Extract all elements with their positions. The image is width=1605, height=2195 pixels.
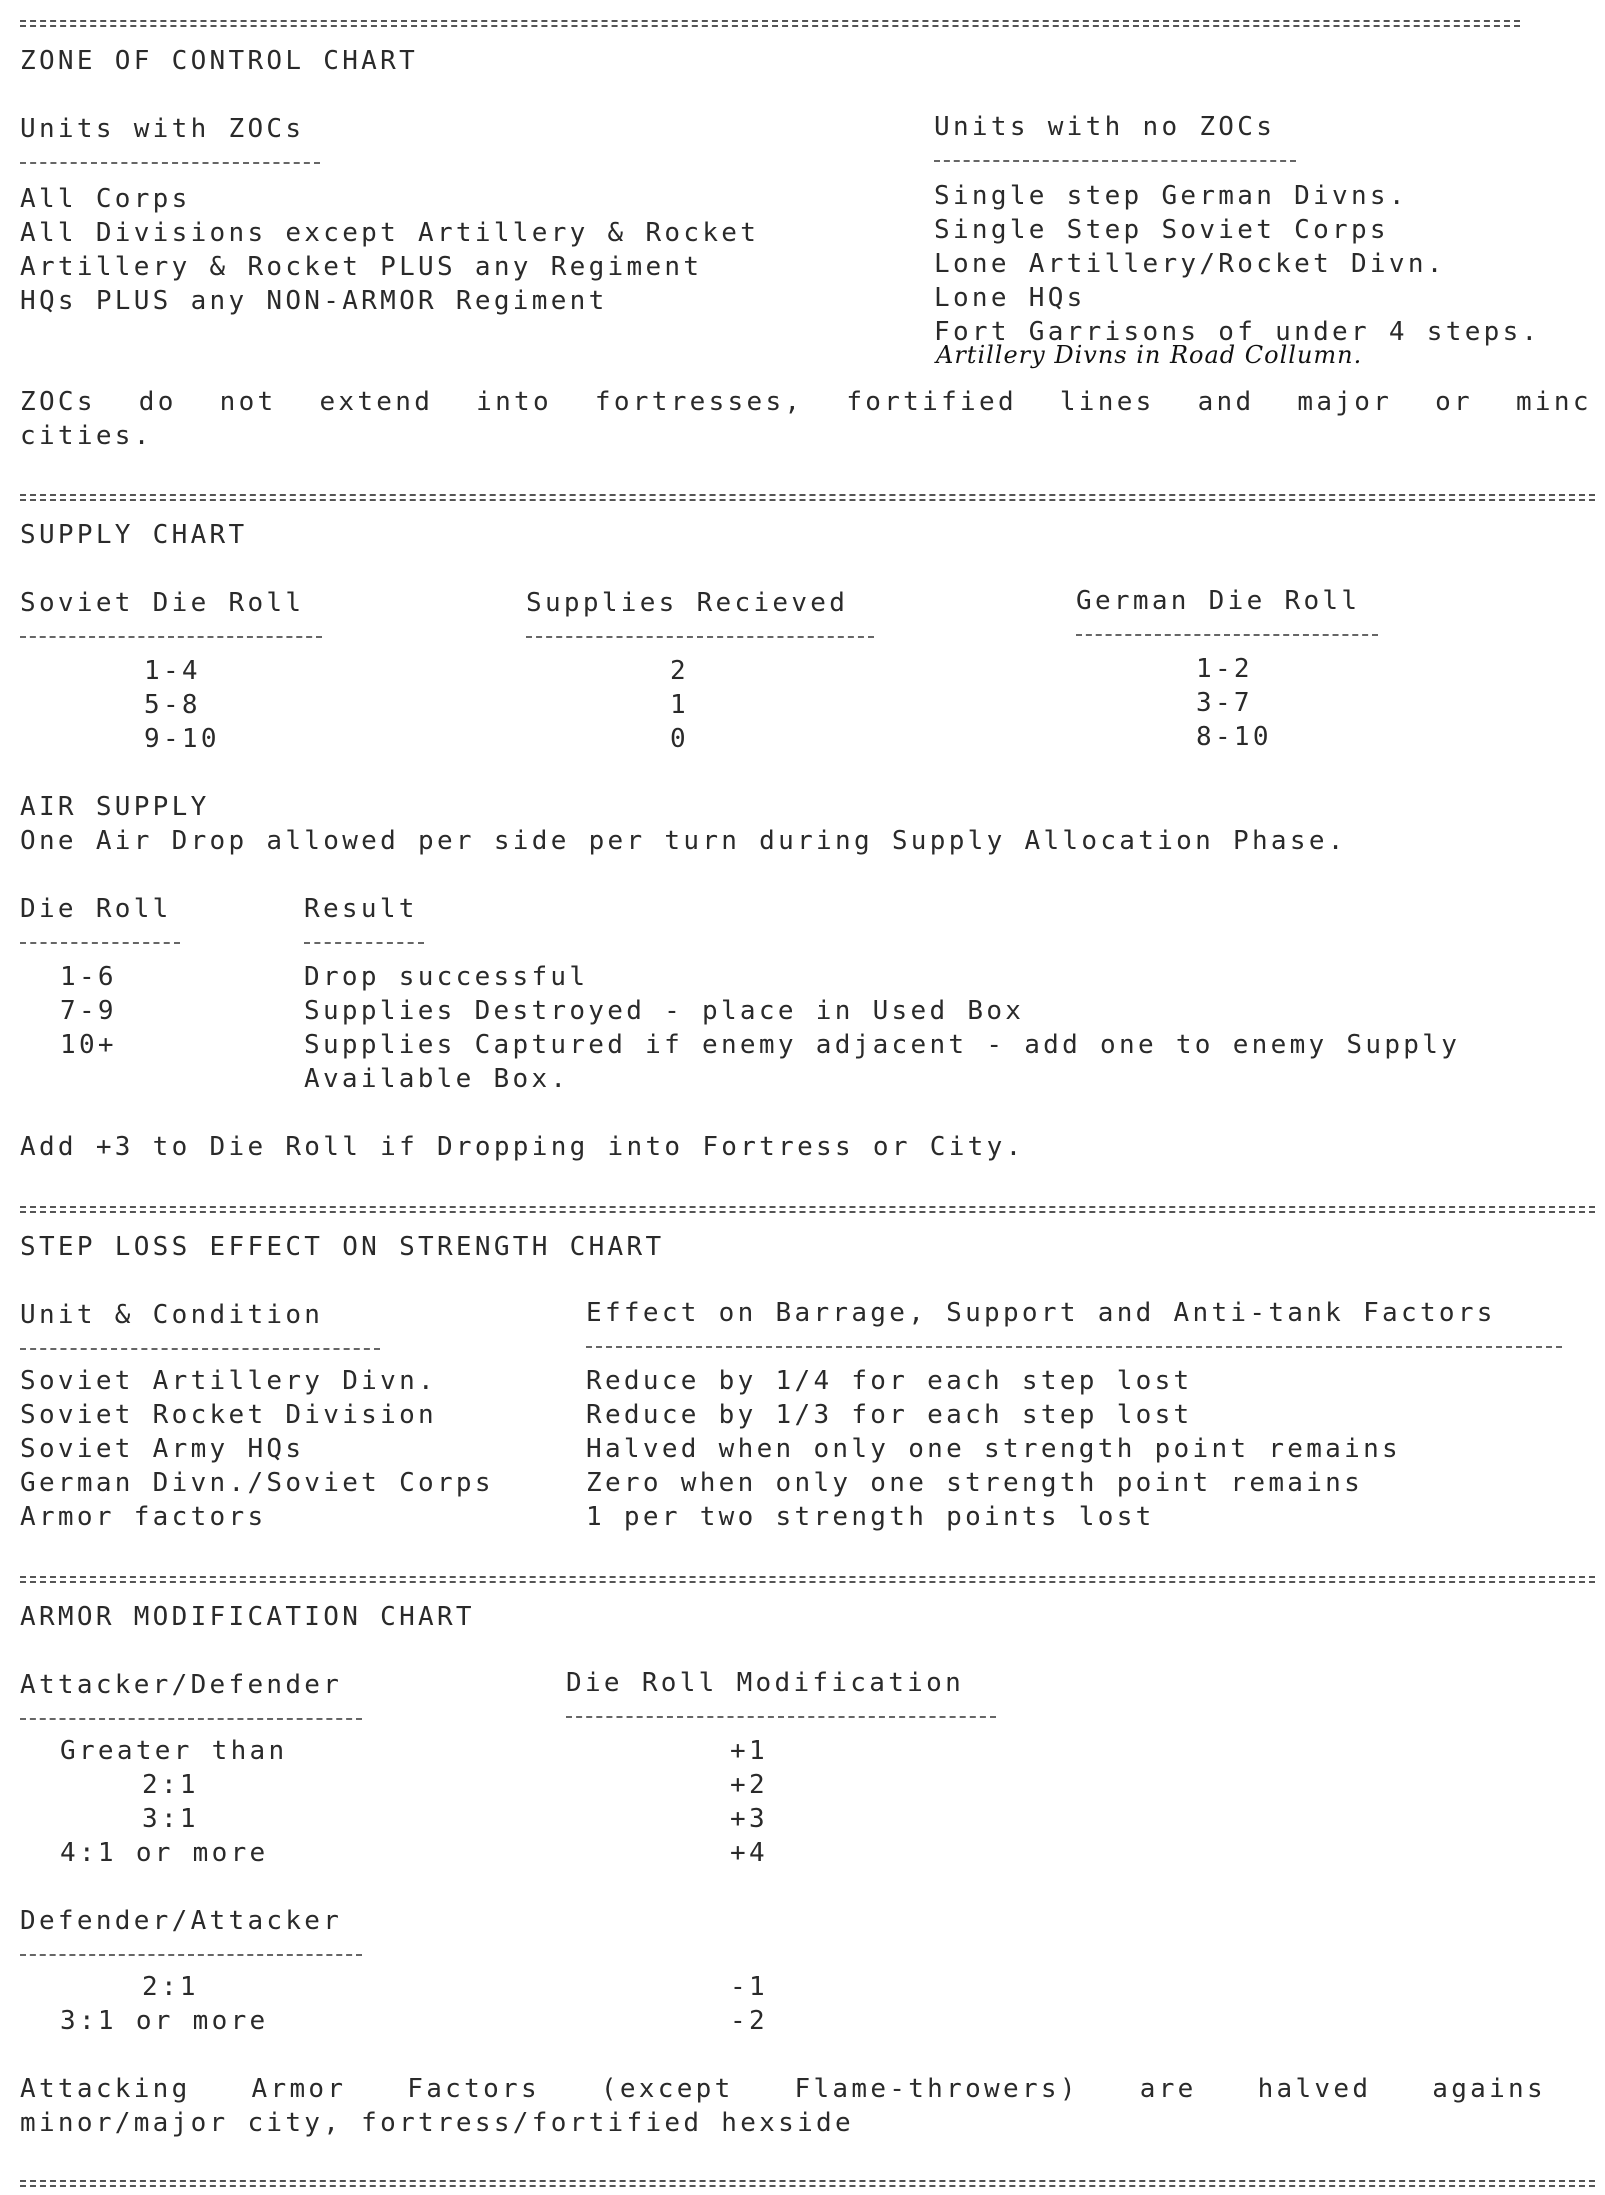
step-cell: Armor factors (20, 1502, 267, 1532)
supply-underline (1076, 634, 1378, 636)
zoc-with-header: Units with ZOCs (20, 114, 305, 144)
supply-cell: 1 (670, 690, 689, 720)
air-cell: Supplies Captured if enemy adjacent - add one to enemy Supply (304, 1030, 1461, 1060)
supply-underline (526, 636, 874, 638)
armor-cell: +4 (730, 1838, 768, 1868)
supply-cell: 8-10 (1196, 722, 1272, 752)
zoc-without-underline (934, 160, 1296, 162)
armor-cell: 3:1 (142, 1804, 199, 1834)
armor-underline (20, 1954, 362, 1956)
air-cell: 10+ (60, 1030, 117, 1060)
zoc-with-item: All Divisions except Artillery & Rocket (20, 218, 760, 248)
supply-cell: 2 (670, 656, 689, 686)
air-supply-title: AIR SUPPLY (20, 792, 210, 822)
section-divider (20, 20, 1520, 22)
supply-cell: 1-2 (1196, 654, 1253, 684)
zoc-with-item: Artillery & Rocket PLUS any Regiment (20, 252, 703, 282)
zoc-without-item: Fort Garrisons of under 4 steps. (934, 317, 1541, 347)
supply-cell: 5-8 (144, 690, 201, 720)
zoc-with-item: HQs PLUS any NON-ARMOR Regiment (20, 286, 608, 316)
armor-underline (20, 1718, 362, 1720)
armor-def-header: Defender/Attacker (20, 1906, 343, 1936)
air-header-result: Result (304, 894, 418, 924)
supply-header-soviet: Soviet Die Roll (20, 588, 305, 618)
armor-cell: -2 (730, 2006, 768, 2036)
supply-cell: 1-4 (144, 656, 201, 686)
zoc-without-item: Lone Artillery/Rocket Divn. (934, 249, 1446, 279)
armor-cell: +1 (730, 1736, 768, 1766)
step-cell: 1 per two strength points lost (586, 1502, 1155, 1532)
handwritten-note: Artillery Divns in Road Collumn. (936, 341, 1363, 369)
air-cell: Available Box. (304, 1064, 570, 1094)
armor-cell: +3 (730, 1804, 768, 1834)
supply-cell: 0 (670, 724, 689, 754)
step-cell: Soviet Army HQs (20, 1434, 305, 1464)
section-divider (20, 494, 1595, 496)
armor-header-ratio: Attacker/Defender (20, 1670, 343, 1700)
armor-cell: 3:1 or more (60, 2006, 269, 2036)
zoc-without-item: Single Step Soviet Corps (934, 215, 1389, 245)
zoc-note: cities. (20, 421, 153, 451)
air-cell: 7-9 (60, 996, 117, 1026)
zoc-without-item: Single step German Divns. (934, 181, 1408, 211)
zoc-with-underline (20, 162, 320, 164)
step-cell: Reduce by 1/4 for each step lost (586, 1366, 1193, 1396)
zoc-without-header: Units with no ZOCs (934, 112, 1276, 142)
step-cell: Soviet Rocket Division (20, 1400, 437, 1430)
armor-note: Attacking Armor Factors (except Flame-throwers) are halved agains (20, 2074, 1546, 2104)
armor-cell: Greater than (60, 1736, 288, 1766)
armor-underline (566, 1716, 996, 1718)
air-header-roll: Die Roll (20, 894, 172, 924)
step-header-unit: Unit & Condition (20, 1300, 324, 1330)
air-supply-desc: One Air Drop allowed per side per turn during Supply Allocation Phase. (20, 826, 1347, 856)
armor-cell: 2:1 (142, 1972, 199, 2002)
armor-title: ARMOR MODIFICATION CHART (20, 1602, 475, 1632)
zoc-title: ZONE OF CONTROL CHART (20, 46, 419, 76)
supply-underline (20, 636, 322, 638)
step-cell: Halved when only one strength point remains (586, 1434, 1401, 1464)
section-divider (20, 1576, 1595, 1578)
air-cell: Supplies Destroyed - place in Used Box (304, 996, 1025, 1026)
step-cell: Zero when only one strength point remains (586, 1468, 1364, 1498)
air-note: Add +3 to Die Roll if Dropping into Fortress or City. (20, 1132, 1025, 1162)
armor-header-mod: Die Roll Modification (566, 1668, 965, 1698)
air-underline (20, 942, 180, 944)
step-underline (586, 1346, 1562, 1348)
section-divider (20, 2180, 1595, 2182)
step-cell: Reduce by 1/3 for each step lost (586, 1400, 1193, 1430)
step-loss-title: STEP LOSS EFFECT ON STRENGTH CHART (20, 1232, 665, 1262)
supply-cell: 9-10 (144, 724, 220, 754)
supply-header-german: German Die Roll (1076, 586, 1361, 616)
step-header-effect: Effect on Barrage, Support and Anti-tank Factors (586, 1298, 1496, 1328)
step-cell: Soviet Artillery Divn. (20, 1366, 437, 1396)
section-divider (20, 1206, 1595, 1208)
supply-title: SUPPLY CHART (20, 520, 248, 550)
armor-note: minor/major city, fortress/fortified hexside (20, 2108, 854, 2138)
armor-cell: 4:1 or more (60, 1838, 269, 1868)
armor-cell: +2 (730, 1770, 768, 1800)
step-underline (20, 1348, 380, 1350)
zoc-without-item: Lone HQs (934, 283, 1086, 313)
air-underline (304, 942, 424, 944)
air-cell: 1-6 (60, 962, 117, 992)
air-cell: Drop successful (304, 962, 589, 992)
zoc-with-item: All Corps (20, 184, 191, 214)
armor-cell: -1 (730, 1972, 768, 2002)
supply-header-received: Supplies Recieved (526, 588, 849, 618)
armor-cell: 2:1 (142, 1770, 199, 1800)
supply-cell: 3-7 (1196, 688, 1253, 718)
zoc-note: ZOCs do not extend into fortresses, fortified lines and major or minc (20, 387, 1592, 417)
step-cell: German Divn./Soviet Corps (20, 1468, 494, 1498)
